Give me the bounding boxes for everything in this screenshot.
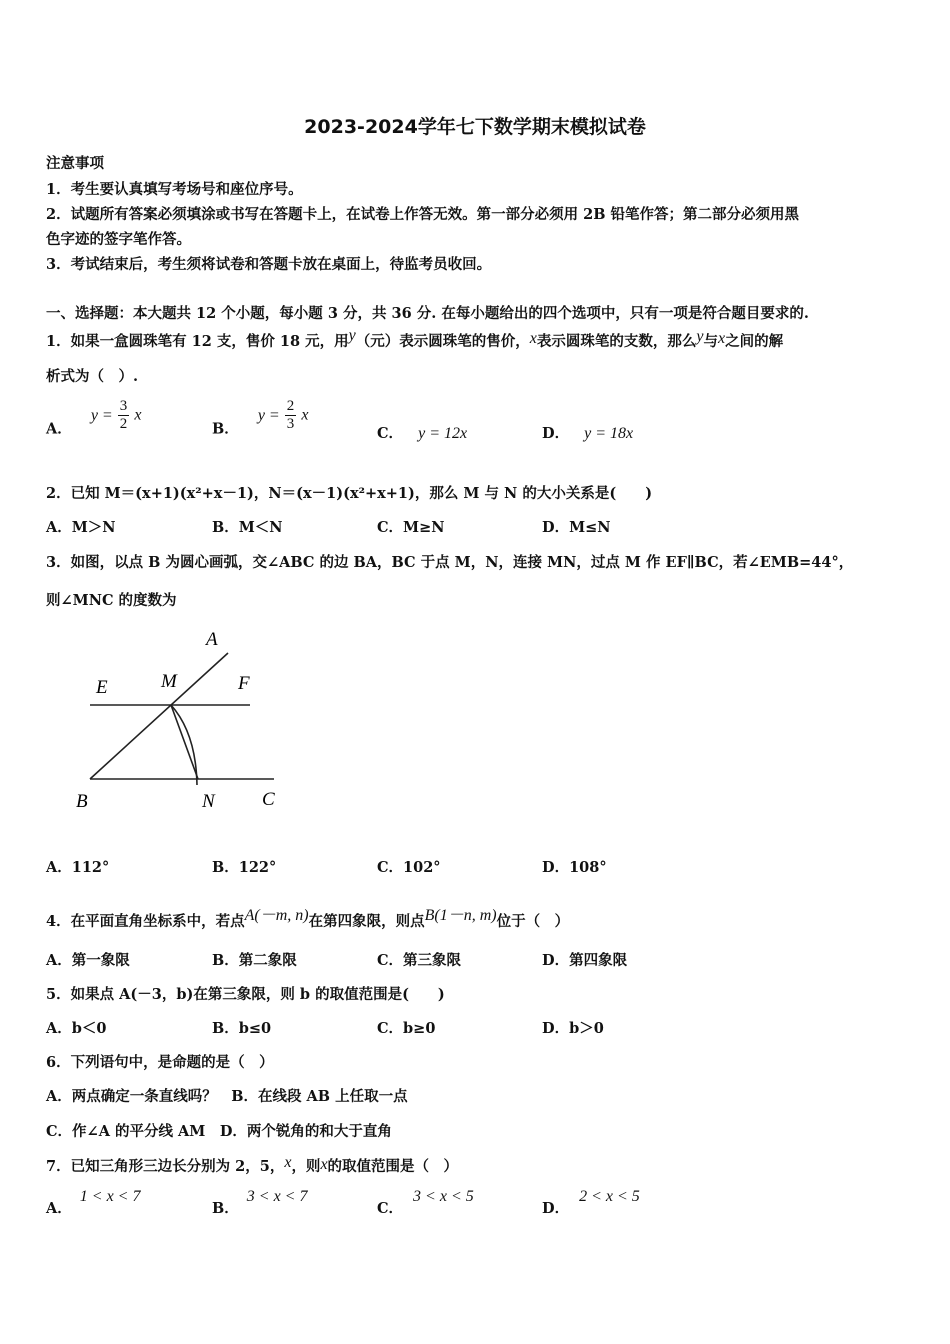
geometry-figure — [60, 625, 320, 820]
option-b[interactable]: B．3 < x < 7 — [212, 1188, 308, 1217]
label-a: A — [206, 629, 218, 650]
notice-item: 2．试题所有答案必须填涂或书写在答题卡上，在试卷上作答无效。第一部分必须用 2B 铅笔作答；第二部分必须用黑 — [46, 206, 800, 223]
label-n: N — [202, 791, 215, 812]
question-3-stem-cont: 则∠MNC 的度数为 — [46, 592, 177, 609]
option-a[interactable]: A．1 < x < 7 — [46, 1188, 141, 1217]
page-title: 2023-2024学年七下数学期末模拟试卷 — [304, 116, 646, 138]
option-b[interactable]: B．第二象限 — [212, 952, 297, 969]
option-c[interactable]: C． y = 12x — [377, 425, 468, 442]
label-c: C — [262, 789, 275, 810]
question-5-stem: 5．如果点 A(－3，b)在第三象限，则 b 的取值范围是( ) — [46, 986, 445, 1003]
options-row[interactable]: C．作∠A 的平分线 AM D．两个锐角的和大于直角 — [46, 1123, 392, 1140]
option-a[interactable]: A．112° — [46, 859, 110, 876]
option-d[interactable]: D．第四象限 — [542, 952, 628, 969]
label-b: B — [76, 791, 88, 812]
option-d[interactable]: D．2 < x < 5 — [542, 1188, 640, 1217]
question-7-stem: 7．已知三角形三边长分别为 2，5，x，则x的取值范围是（ ） — [46, 1154, 459, 1175]
label-m: M — [161, 671, 177, 692]
question-6-stem: 6．下列语句中，是命题的是（ ） — [46, 1054, 274, 1071]
question-1-stem-cont: 析式为（ ）. — [46, 368, 139, 385]
question-4-stem: 4．在平面直角坐标系中，若点A(－m, n)在第四象限，则点B(1－n, m)位于（ ） — [46, 907, 570, 930]
notice-item: 色字迹的签字笔作答。 — [46, 231, 191, 248]
option-c[interactable]: C．102° — [377, 859, 441, 876]
option-c[interactable]: C．b≥0 — [377, 1020, 436, 1037]
notice-item: 1．考生要认真填写考场号和座位序号。 — [46, 181, 303, 198]
option-b[interactable]: B． y = $\frac{2}{3}$ x — [212, 398, 309, 438]
option-d[interactable]: D．M≤N — [542, 519, 611, 536]
option-b[interactable]: B．122° — [212, 859, 277, 876]
notice-heading: 注意事项 — [46, 155, 104, 172]
notice-item: 3．考试结束后，考生须将试卷和答题卡放在桌面上，待监考员收回。 — [46, 256, 492, 273]
label-e: E — [96, 677, 108, 698]
option-c[interactable]: C．第三象限 — [377, 952, 462, 969]
option-a[interactable]: A．M＞N — [46, 519, 116, 536]
option-b[interactable]: B．M＜N — [212, 519, 283, 536]
option-d[interactable]: D．b＞0 — [542, 1020, 604, 1037]
question-2-stem: 2．已知 M＝(x+1)(x²+x－1)，N＝(x－1)(x²+x+1)，那么 M 与 N 的大小关系是( ) — [46, 485, 653, 502]
question-3-stem: 3．如图，以点 B 为圆心画弧，交∠ABC 的边 BA，BC 于点 M，N，连接 MN，过点 M 作 EF∥BC，若∠EMB=44°， — [46, 554, 854, 571]
section-heading: 一、选择题：本大题共 12 个小题，每小题 3 分，共 36 分. 在每小题给出的四个选项中，只有一项是符合题目要求的. — [46, 305, 809, 322]
option-a[interactable]: A．第一象限 — [46, 952, 130, 969]
option-a[interactable]: A．b＜0 — [46, 1020, 107, 1037]
question-1-stem: 1．如果一盒圆珠笔有 12 支，售价 18 元，用y（元）表示圆珠笔的售价，x表示圆珠笔的支数，那么y与x之间的解 — [46, 327, 784, 350]
option-c[interactable]: C．3 < x < 5 — [377, 1188, 474, 1217]
option-d[interactable]: D．108° — [542, 859, 607, 876]
option-b[interactable]: B．b≤0 — [212, 1020, 272, 1037]
option-d[interactable]: D． y = 18x — [542, 425, 634, 442]
option-c[interactable]: C．M≥N — [377, 519, 445, 536]
label-f: F — [238, 673, 250, 694]
options-row[interactable]: A．两点确定一条直线吗？ B．在线段 AB 上任取一点 — [46, 1088, 408, 1105]
option-a[interactable]: A． y = $\frac{3}{2}$ x — [46, 398, 142, 438]
